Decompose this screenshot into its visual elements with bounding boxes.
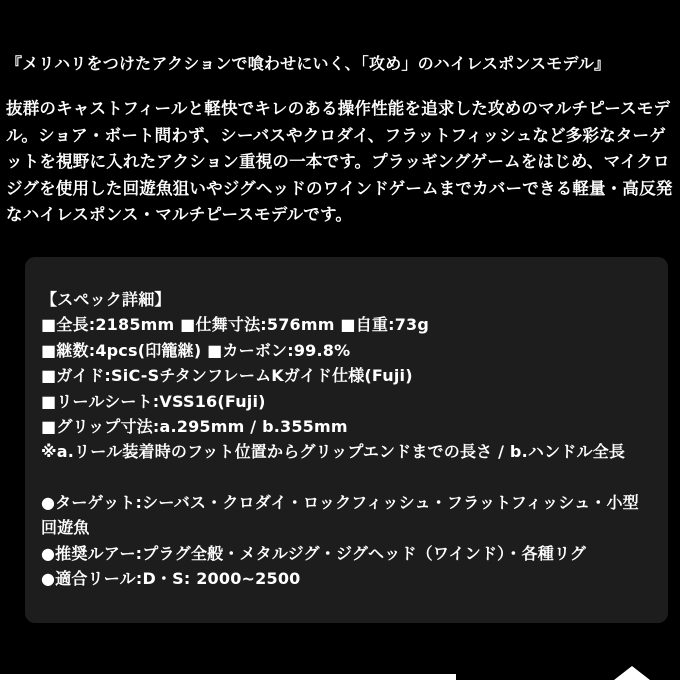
spec-line-sections: ■継数:4pcs(印籠継) ■カーボン:99.8% [41,340,351,360]
spec-line-reelseat: ■リールシート:VSS16(Fuji) [41,391,266,411]
spec-line-length: ■全長:2185mm ■仕舞寸法:576mm ■自重:73g [41,315,430,335]
spec-line-guide: ■ガイド:SiC-SチタンフレームKガイド仕様(Fuji) [41,366,413,386]
next-section-edge [0,674,456,680]
spec-panel-title: 【スペック詳細】 [41,290,171,309]
spec-line-grip: ■グリップ寸法:a.295mm / b.355mm [41,417,348,437]
spec-note: ※a.リール装着時のフット位置からグリップエンドまでの長さ / b.ハンドル全長 [41,442,626,462]
product-catch-copy: 『メリハリをつけたアクションで喰わせにいく、「攻め」のハイレスポンスモデル』 [6,54,611,73]
spec-panel [25,257,668,623]
up-triangle-icon [614,666,650,680]
bullet-recommended-lure: ●推奨ルアー:プラグ全般・メタルジグ・ジグヘッド（ワインド）・各種リグ [41,543,587,563]
bullet-compatible-reel: ●適合リール:D・S: 2000~2500 [41,569,301,589]
bullet-target: ●ターゲット:シーバス・クロダイ・ロックフィッシュ・フラットフィッシュ・小型回遊魚 [41,492,639,538]
product-description: 抜群のキャストフィールと軽快でキレのある操作性能を追求した攻めのマルチピースモデル。ショア・ボート問わず、シーバスやクロダイ、フラットフィッシュなど多彩なターゲットを視野に入れたアクション重視の一本です。プラッギングゲームをはじめ、マイクロジグを使用した回遊魚狙いやジグヘッドのワインドゲームまでカバーできる軽量・高反発なハイレスポンス・マルチピースモデルです。 [6,99,673,224]
page-top-button[interactable] [610,664,654,680]
